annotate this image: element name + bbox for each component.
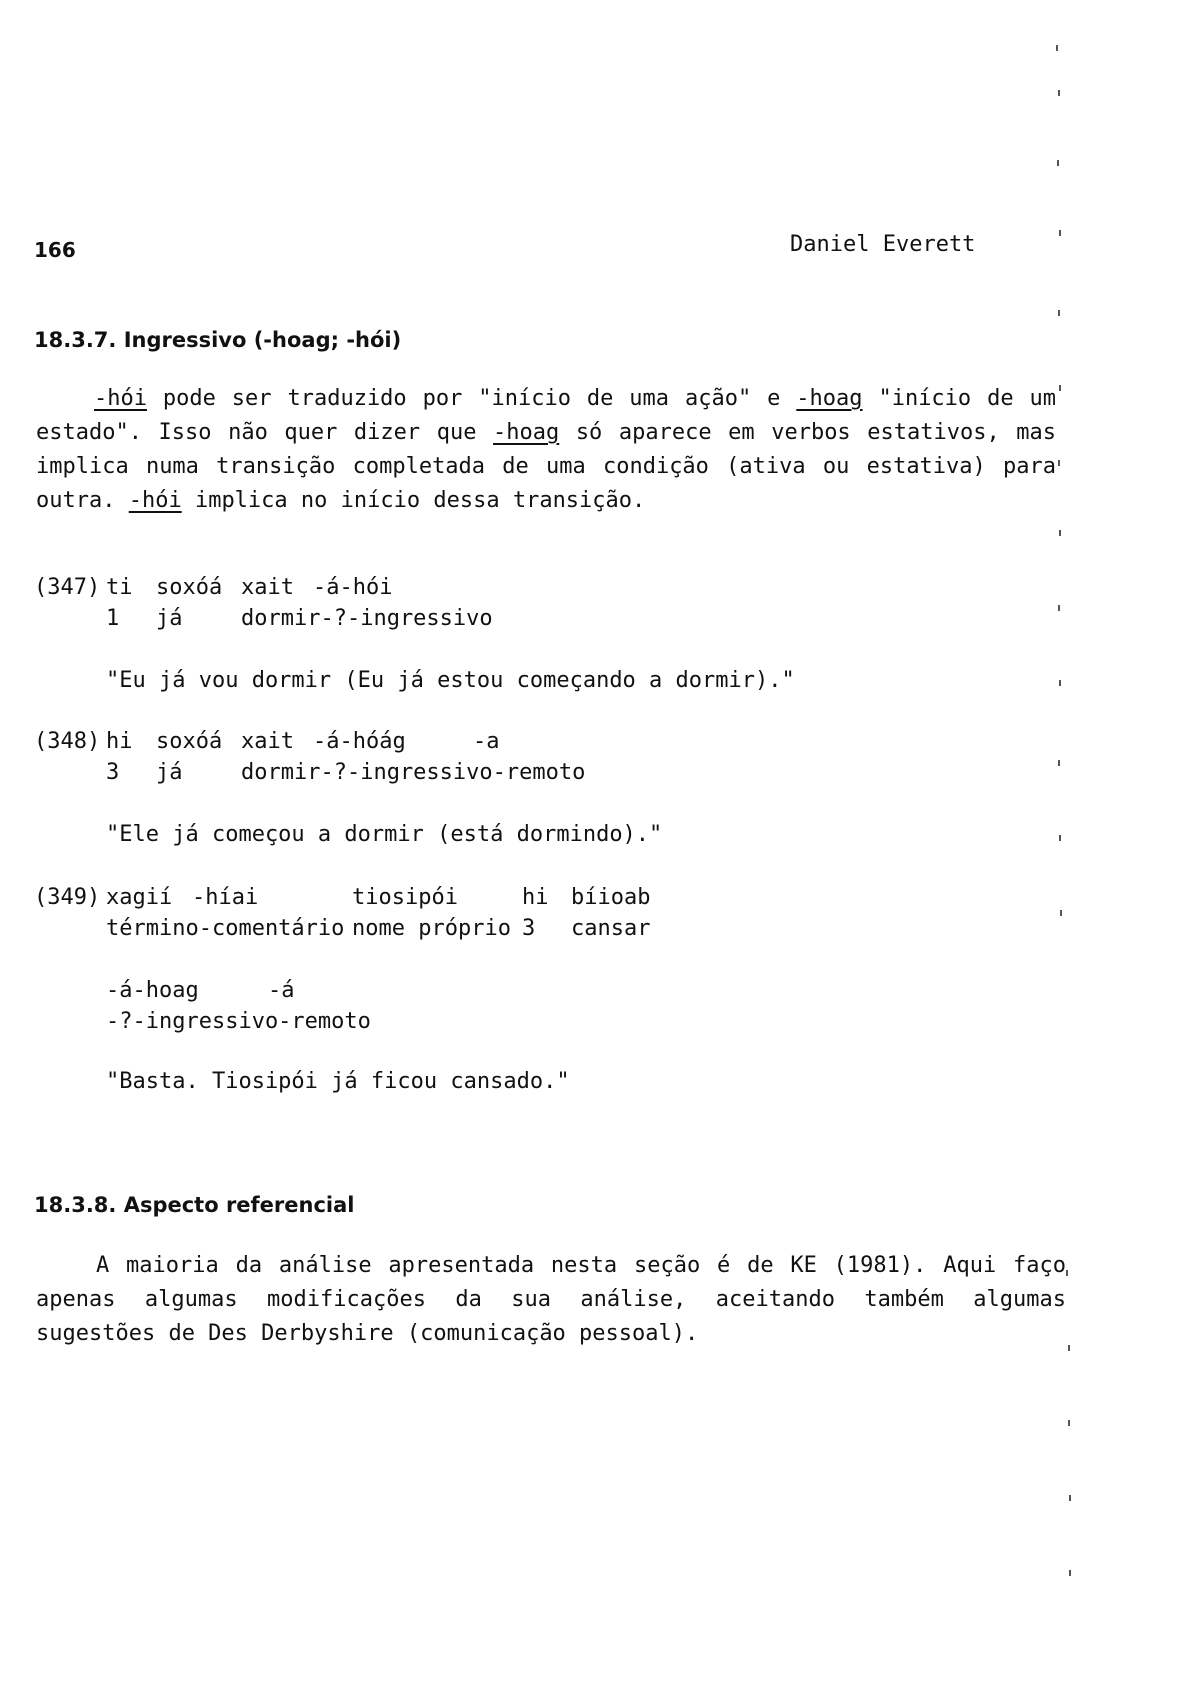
paragraph-line: A maioria da análise apresentada nesta seção é de KE (1981). Aqui faço [96, 1253, 1066, 1278]
scan-speck [1059, 835, 1061, 841]
example-number: (347) [34, 575, 101, 600]
scan-speck [1059, 530, 1061, 536]
paragraph-ingressivo [36, 382, 1056, 518]
example-word: -á-hói [313, 575, 393, 600]
example-word: hi [522, 885, 549, 910]
scan-speck [1068, 1345, 1070, 1351]
example-word: xagií [106, 885, 173, 910]
example-number: (348) [34, 729, 101, 754]
example-word: hi [106, 729, 133, 754]
text-run: pode ser traduzido por "início de uma ação" e [146, 386, 797, 411]
example-word: xait [241, 575, 294, 600]
example-word: -a [473, 729, 500, 754]
paragraph-line: apenas algumas modificações da sua análise, aceitando também algumas [36, 1287, 1066, 1312]
page-number: 166 [34, 238, 76, 262]
scan-speck [1060, 910, 1062, 916]
text-run: só aparece em verbos estativos, mas [559, 420, 1056, 445]
scan-speck [1068, 1420, 1070, 1426]
example-word: -á-hoag [106, 978, 199, 1003]
morpheme-hoi: -hói [128, 488, 182, 513]
scan-speck [1059, 230, 1061, 236]
paragraph-aspecto-referencial [36, 1249, 1066, 1351]
scan-speck [1058, 605, 1060, 611]
example-word: ti [106, 575, 133, 600]
example-gloss: já [156, 760, 183, 785]
example-word: -á-hóág [313, 729, 406, 754]
section-heading-ingressivo: 18.3.7. Ingressivo (-hoag; -hói) [34, 328, 402, 352]
scan-speck [1066, 1270, 1068, 1276]
example-word: tiosipói [352, 885, 458, 910]
example-gloss: 1 [106, 606, 120, 631]
paragraph-line [36, 382, 1056, 416]
example-gloss: -?-ingressivo-remoto [106, 1009, 371, 1034]
example-word: -híai [192, 885, 259, 910]
scan-speck [1058, 760, 1060, 766]
paragraph-line [36, 484, 1056, 518]
example-translation: "Ele já começou a dormir (está dormindo)." [106, 822, 663, 847]
text-run: estado". Isso não quer dizer que [36, 420, 494, 445]
scan-speck [1058, 310, 1060, 316]
example-gloss: 3 [106, 760, 120, 785]
text-run: "início de um [862, 386, 1056, 411]
scan-speck [1056, 45, 1058, 51]
scan-speck [1069, 1570, 1071, 1576]
section-heading-aspecto-referencial: 18.3.8. Aspecto referencial [34, 1193, 355, 1217]
example-gloss: dormir-?-ingressivo [241, 606, 493, 631]
paragraph-line [36, 416, 1056, 450]
example-translation: "Basta. Tiosipói já ficou cansado." [106, 1069, 570, 1094]
example-translation: "Eu já vou dormir (Eu já estou começando a dormir)." [106, 668, 795, 693]
text-run: outra. [36, 488, 129, 513]
scan-speck [1057, 160, 1059, 166]
paragraph-line: sugestões de Des Derbyshire (comunicação pessoal). [36, 1321, 699, 1346]
text-run: implica no início dessa transição. [181, 488, 646, 513]
example-word: -á [268, 978, 295, 1003]
scan-speck [1058, 460, 1060, 466]
example-gloss: nome próprio [352, 916, 511, 941]
morpheme-hoi: -hói [94, 386, 147, 411]
scan-speck [1069, 1495, 1071, 1501]
example-word: bíioab [571, 885, 651, 910]
example-word: soxóá [156, 575, 223, 600]
scan-speck [1059, 385, 1061, 391]
morpheme-hoag: -hoag [493, 420, 560, 445]
example-gloss: 3 [522, 916, 536, 941]
paragraph-line: implica numa transição completada de uma condição (ativa ou estativa) para [36, 454, 1056, 479]
scan-speck [1059, 680, 1061, 686]
example-word: soxóá [156, 729, 223, 754]
running-head-author: Daniel Everett [790, 232, 976, 257]
example-number: (349) [34, 885, 101, 910]
example-gloss: dormir-?-ingressivo-remoto [241, 760, 586, 785]
morpheme-hoag: -hoag [796, 386, 863, 411]
example-gloss: término-comentário [106, 916, 345, 941]
example-gloss: já [156, 606, 183, 631]
example-gloss: cansar [571, 916, 651, 941]
example-word: xait [241, 729, 294, 754]
scan-speck [1058, 90, 1060, 96]
